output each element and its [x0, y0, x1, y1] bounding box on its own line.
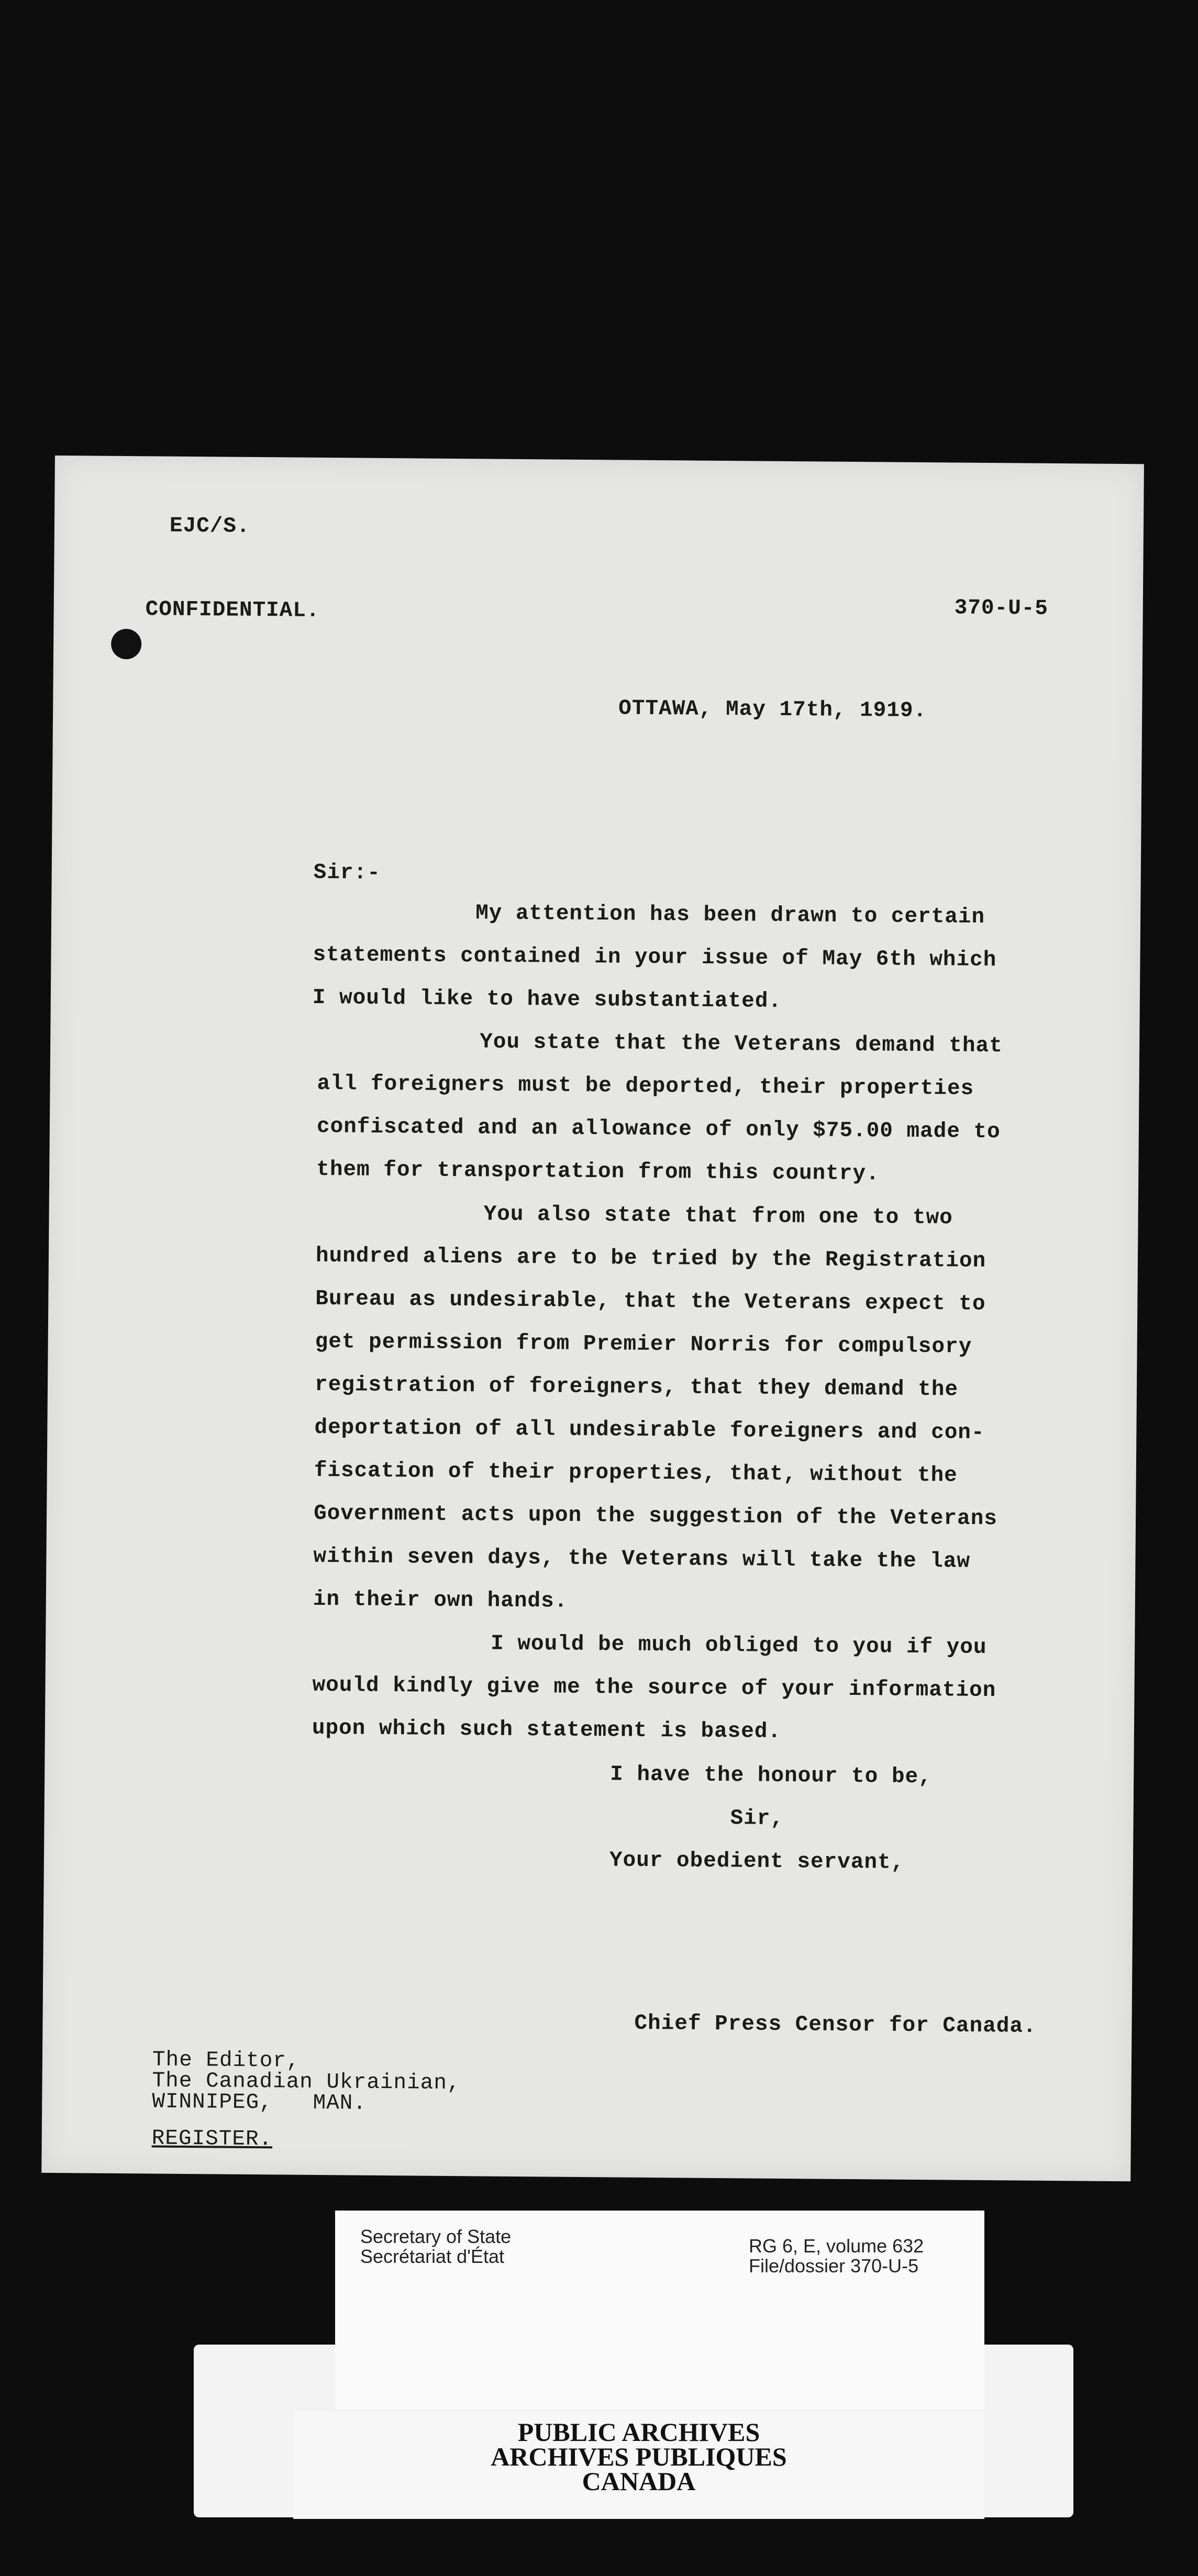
- body-line: hundred aliens are to be tried by the Registration: [315, 1243, 986, 1274]
- department-en: Secretary of State: [360, 2226, 512, 2247]
- body-line: confiscated and an allowance of only $75.00 made to: [316, 1114, 1001, 1145]
- place-date: OTTAWA, May 17th, 1919.: [618, 696, 927, 724]
- body-line: within seven days, the Veterans will take the law: [313, 1544, 971, 1574]
- file-number: 370-U-5: [954, 596, 1049, 621]
- body-line: them for transportation from this country.: [316, 1157, 880, 1186]
- body-line: My attention has been drawn to certain: [475, 901, 985, 929]
- body-line: I would like to have substantiated.: [312, 985, 782, 1014]
- file-reference: File/dossier 370-U-5: [749, 2255, 919, 2277]
- body-line: You state that the Veterans demand that: [480, 1030, 1003, 1059]
- body-line: statements contained in your issue of May 6th which: [313, 942, 997, 973]
- body-line: get permission from Premier Norris for compulsory: [315, 1329, 972, 1359]
- archive-stamp-line: ARCHIVES PUBLIQUES: [491, 2442, 787, 2471]
- body-line: I would be much obliged to you if you: [491, 1631, 987, 1660]
- addressee-line: The Canadian Ukrainian,: [152, 2069, 461, 2096]
- body-line: all foreigners must be deported, their properties: [317, 1071, 974, 1101]
- archive-stamp-line: PUBLIC ARCHIVES: [517, 2417, 760, 2447]
- body-line: Government acts upon the suggestion of the Veterans: [313, 1501, 998, 1531]
- body-line: You also state that from one to two: [483, 1202, 953, 1230]
- reference-initials: EJC/S.: [169, 514, 250, 539]
- body-line: fiscation of their properties, that, without the: [314, 1458, 958, 1488]
- body-line: registration of foreigners, that they demand the: [314, 1372, 959, 1402]
- register-note: REGISTER.: [151, 2126, 273, 2152]
- salutation: Sir:-: [313, 860, 381, 885]
- body-line: would kindly give me the source of your information: [312, 1673, 996, 1703]
- closing-line: I have the honour to be,: [610, 1762, 932, 1790]
- closing-line: Sir,: [730, 1806, 784, 1831]
- archive-label-card: [335, 2211, 984, 2410]
- addressee-line: WINNIPEG, MAN.: [152, 2090, 367, 2116]
- letter-page: [41, 456, 1144, 2181]
- punch-hole: [111, 629, 141, 659]
- closing-line: Your obedient servant,: [609, 1848, 905, 1875]
- department-fr: Secrétariat d'État: [360, 2246, 505, 2267]
- signature-title: Chief Press Censor for Canada.: [634, 2011, 1037, 2039]
- body-line: Bureau as undesirable, that the Veterans expect to: [315, 1286, 986, 1317]
- addressee-line: The Editor,: [152, 2048, 300, 2073]
- record-group: RG 6, E, volume 632: [749, 2235, 924, 2257]
- body-line: in their own hands.: [313, 1587, 568, 1614]
- classification-label: CONFIDENTIAL.: [145, 597, 320, 623]
- body-line: upon which such statement is based.: [312, 1716, 782, 1744]
- archive-stamp-line: CANADA: [582, 2467, 696, 2496]
- body-line: deportation of all undesirable foreigners and con-: [314, 1415, 985, 1446]
